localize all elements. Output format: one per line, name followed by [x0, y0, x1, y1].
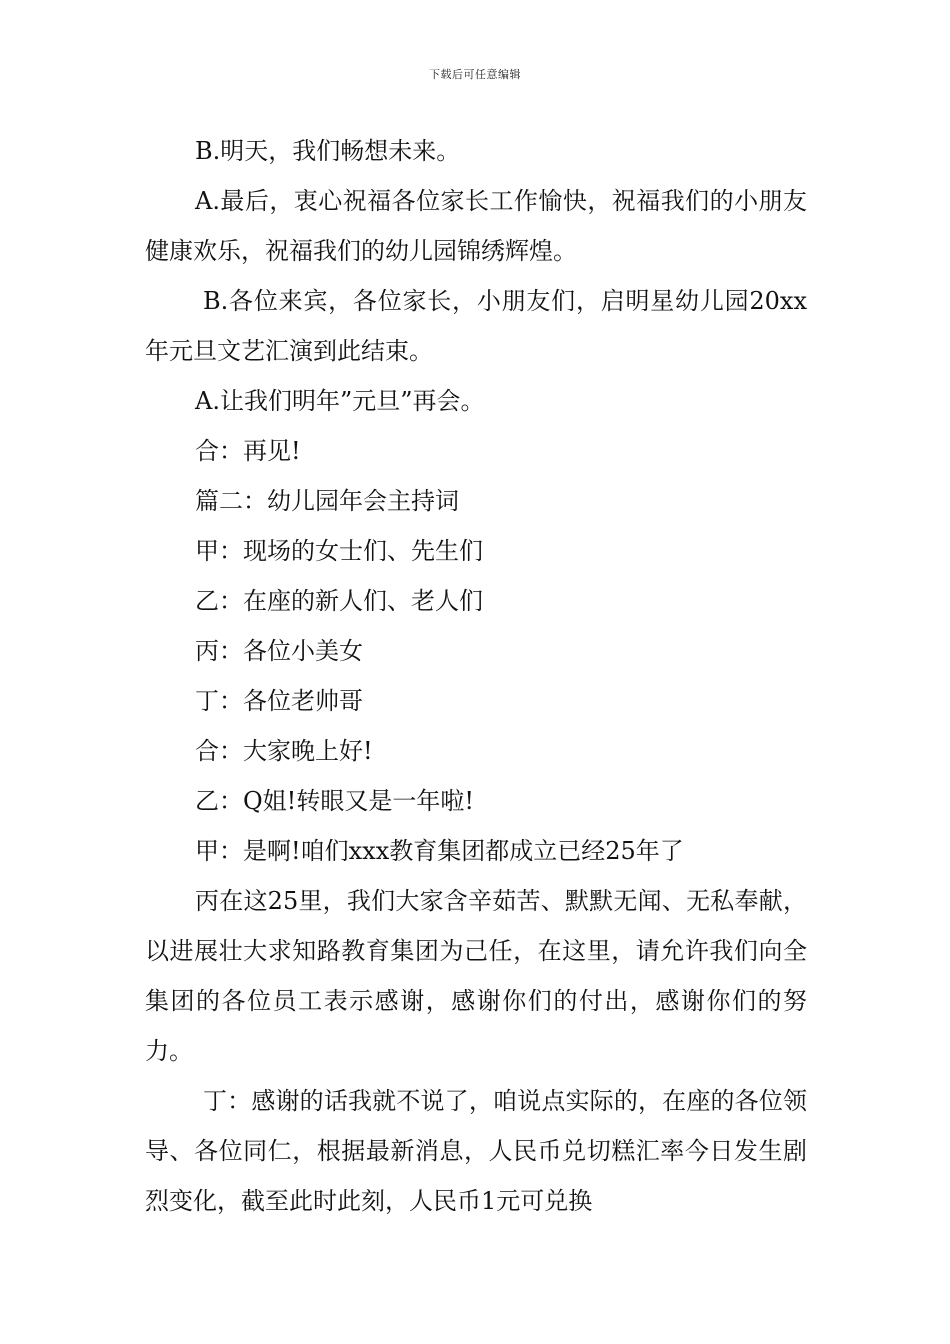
paragraph-2: A.最后，衷心祝福各位家长工作愉快，祝福我们的小朋友健康欢乐，祝福我们的幼儿园锦绣辉煌。: [145, 187, 807, 265]
paragraph-13: 甲：是啊!咱们xxx教育集团都成立已经25年了: [195, 837, 684, 865]
paragraph-7: 甲：现场的女士们、先生们: [195, 537, 483, 565]
paragraph-8: 乙：在座的新人们、老人们: [195, 587, 483, 615]
paragraph-12: 乙：Q姐!转眼又是一年啦!: [195, 787, 474, 815]
paragraph-5: 合：再见!: [195, 437, 301, 465]
paragraph-9: 丙：各位小美女: [195, 637, 363, 665]
paragraph-4: A.让我们明年”元旦”再会。: [195, 387, 485, 415]
paragraph-10: 丁：各位老帅哥: [195, 687, 363, 715]
document-body: [145, 126, 807, 1226]
paragraph-3: B.各位来宾，各位家长，小朋友们，启明星幼儿园20xx年元旦文艺汇演到此结束。: [145, 287, 807, 365]
paragraph-11: 合：大家晚上好!: [195, 737, 373, 765]
section-heading: 篇二：幼儿园年会主持词: [195, 487, 459, 515]
paragraph-1: B.明天，我们畅想未来。: [195, 137, 461, 165]
page-header-note: 下载后可任意编辑: [429, 68, 521, 81]
paragraph-14: 丙在这25里，我们大家含辛茹苦、默默无闻、无私奉献，以进展壮大求知路教育集团为己任，在这里，请允许我们向全集团的各位员工表示感谢，感谢你们的付出，感谢你们的努力。: [145, 887, 807, 1065]
paragraph-15: 丁：感谢的话我就不说了，咱说点实际的，在座的各位领导、各位同仁，根据最新消息，人民币兑切糕汇率今日发生剧烈变化，截至此时此刻，人民币1元可兑换: [145, 1087, 807, 1215]
